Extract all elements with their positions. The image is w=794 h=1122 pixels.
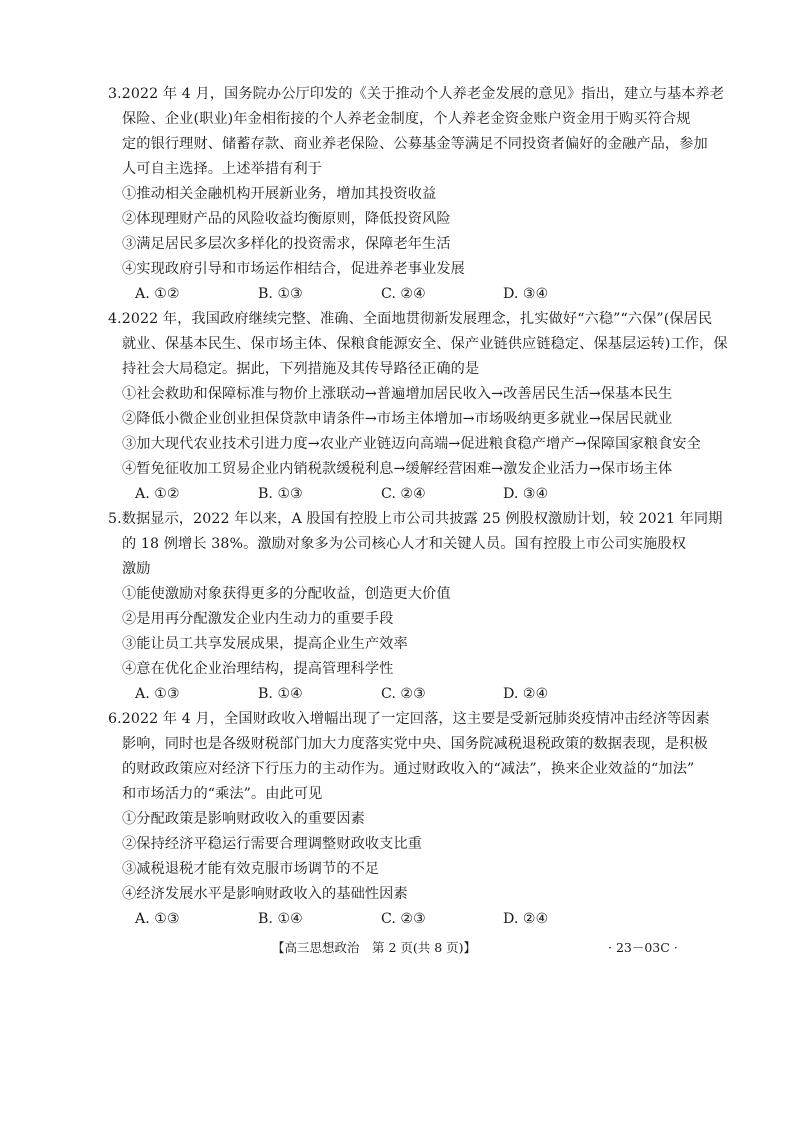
choice-b: B. ①④ xyxy=(258,686,303,702)
question-option: ①社会救助和保障标准与物价上涨联动→普遍增加居民收入→改善居民生活→保基本民生 xyxy=(122,386,673,402)
footer-page-info: 【高三思想政治 第 2 页(共 8 页)】 xyxy=(272,940,477,955)
question-stem-line: 就业、保基本民生、保市场主体、保粮食能源安全、保产业链供应链稳定、保基层运转)工作，保 xyxy=(122,336,728,352)
choice-b: B. ①③ xyxy=(258,486,303,502)
footer-code: · 23－03C · xyxy=(608,940,678,955)
choice-d: D. ②④ xyxy=(503,686,549,702)
question-stem-line: 持社会大局稳定。据此，下列措施及其传导路径正确的是 xyxy=(122,361,480,377)
question-option: ①推动相关金融机构开展新业务，增加其投资收益 xyxy=(122,186,437,202)
question-option: ④实现政府引导和市场运作相结合，促进养老事业发展 xyxy=(122,261,465,277)
choice-d: D. ②④ xyxy=(503,911,549,927)
choice-c: C. ②④ xyxy=(381,286,426,302)
question-stem-line: 5.数据显示，2022 年以来，A 股国有控股上市公司共披露 25 例股权激励计划，较 2021 年同期 xyxy=(108,511,723,527)
question-option: ②保持经济平稳运行需要合理调整财政收支比重 xyxy=(122,836,423,852)
answer-choices xyxy=(135,285,695,303)
question-option: ②是用再分配激发企业内生动力的重要手段 xyxy=(122,611,394,627)
question-stem-line: 激励 xyxy=(122,561,151,577)
question-stem-line: 3.2022 年 4 月，国务院办公厅印发的《关于推动个人养老金发展的意见》指出，建立与基本养老 xyxy=(108,86,725,102)
question-stem-line: 影响，同时也是各级财税部门加大力度落实党中央、国务院减税退税政策的数据表现，是积极 xyxy=(122,736,708,752)
page-footer xyxy=(0,939,794,957)
question-stem-line: 4.2022 年，我国政府继续完整、准确、全面地贯彻新发展理念，扎实做好“六稳”“六保”(保居民 xyxy=(108,311,713,327)
choice-b: B. ①④ xyxy=(258,911,303,927)
question-option: ④经济发展水平是影响财政收入的基础性因素 xyxy=(122,886,408,902)
question-option: ④暂免征收加工贸易企业内销税款缓税利息→缓解经营困难→激发企业活力→保市场主体 xyxy=(122,461,673,477)
question-option: ①能使激励对象获得更多的分配收益，创造更大价值 xyxy=(122,586,451,602)
question-option: ②降低小微企业创业担保贷款申请条件→市场主体增加→市场吸纳更多就业→保居民就业 xyxy=(122,411,673,427)
question-stem-line: 和市场活力的“乘法”。由此可见 xyxy=(122,786,323,802)
question-option: ②体现理财产品的风险收益均衡原则，降低投资风险 xyxy=(122,211,451,227)
choice-a: A. ①③ xyxy=(135,686,180,702)
choice-a: A. ①② xyxy=(135,486,180,502)
question-option: ③减税退税才能有效克服市场调节的不足 xyxy=(122,861,380,877)
choice-a: A. ①③ xyxy=(135,911,180,927)
choice-d: D. ③④ xyxy=(503,486,549,502)
question-option: ①分配政策是影响财政收入的重要因素 xyxy=(122,811,365,827)
question-option: ③能让员工共享发展成果，提高企业生产效率 xyxy=(122,636,408,652)
question-stem-line: 的财政政策应对经济下行压力的主动作为。通过财政收入的“减法”，换来企业效益的“加法” xyxy=(122,761,695,777)
choice-c: C. ②③ xyxy=(381,911,426,927)
choice-b: B. ①③ xyxy=(258,286,303,302)
question-stem-line: 保险、企业(职业)年金相衔接的个人养老金制度，个人养老金资金账户资金用于购买符合规 xyxy=(122,111,691,127)
question-stem-line: 人可自主选择。上述举措有利于 xyxy=(122,161,323,177)
question-stem-line: 的 18 例增长 38%。激励对象多为公司核心人才和关键人员。国有控股上市公司实施股权 xyxy=(122,536,686,552)
choice-a: A. ①② xyxy=(135,286,180,302)
choice-c: C. ②③ xyxy=(381,686,426,702)
question-option: ③加大现代农业技术引进力度→农业产业链迈向高端→促进粮食稳产增产→保障国家粮食安全 xyxy=(122,436,701,452)
question-stem-line: 定的银行理财、储蓄存款、商业养老保险、公募基金等满足不同投资者偏好的金融产品，参加 xyxy=(122,136,708,152)
answer-choices xyxy=(135,910,695,928)
question-stem-line: 6.2022 年 4 月，全国财政收入增幅出现了一定回落，这主要是受新冠肺炎疫情冲击经济等因素 xyxy=(108,711,710,727)
question-option: ④意在优化企业治理结构，提高管理科学性 xyxy=(122,661,394,677)
choice-c: C. ②④ xyxy=(381,486,426,502)
choice-d: D. ③④ xyxy=(503,286,549,302)
question-option: ③满足居民多层次多样化的投资需求，保障老年生活 xyxy=(122,236,451,252)
answer-choices xyxy=(135,485,695,503)
answer-choices xyxy=(135,685,695,703)
